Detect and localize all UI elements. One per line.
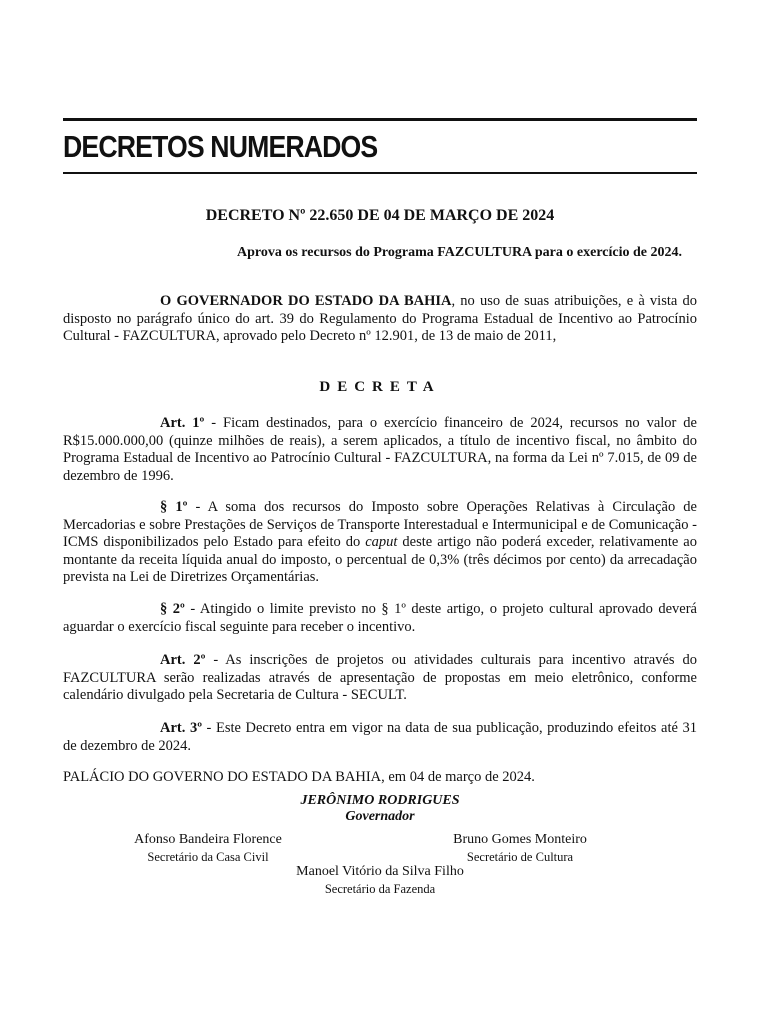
decreta-heading: DECRETA: [319, 379, 441, 395]
signature-cultura: [430, 831, 610, 865]
article-3-label: Art. 3º: [160, 720, 202, 736]
top-rule: [63, 118, 697, 121]
paragraph-2: [63, 601, 697, 636]
paragraph-1-text-before: - A soma dos recursos do Imposto sobre Operações Relativas à Circulação de Mercadorias e sobre Prestações de Serviços de Transporte Interestadual e Intermunicipal e de Comunicação - ICMS disponibilizados pelo Estado para efeito do: [63, 499, 697, 551]
article-2: [63, 652, 697, 705]
paragraph-2-text: - Atingido o limite previsto no § 1º deste artigo, o projeto cultural aprovado deverá aguardar o exercício fiscal seguinte para receber o incentivo.: [63, 601, 697, 635]
document-page: [63, 0, 697, 1024]
section-rule: [63, 172, 697, 174]
decree-ementa: Aprova os recursos do Programa FAZCULTURA para o exercício de 2024.: [237, 245, 682, 260]
section-title: DECRETOS NUMERADOS: [63, 129, 378, 164]
article-1: [63, 415, 697, 485]
paragraph-1-label: § 1º: [160, 499, 188, 515]
article-3: [63, 720, 697, 755]
signature-cultura-name: Bruno Gomes Monteiro: [453, 832, 587, 847]
article-2-text: - As inscrições de projetos ou atividades culturais para incentivo através do FAZCULTURA serão realizadas através de apresentação de propostas em meio eletrônico, conforme calendário divulgado pela Secretaria de Cultura - SECULT.: [63, 652, 697, 704]
signature-cultura-role: Secretário de Cultura: [466, 850, 574, 864]
article-1-label: Art. 1º: [160, 415, 205, 431]
signature-fazenda-role: Secretário da Fazenda: [324, 882, 436, 896]
preamble-text: , no uso de suas atribuições, e à vista do disposto no parágrafo único do art. 39 do Regulamento do Programa Estadual de Incentivo ao Patrocínio Cultural - FAZCULTURA, aprovado pelo Decreto nº 12.901, de 13 de maio de 2011,: [63, 293, 697, 345]
signature-fazenda-name: Manoel Vitório da Silva Filho: [296, 864, 464, 879]
paragraph-1-caput: caput: [365, 534, 398, 551]
preamble-paragraph: [63, 293, 697, 346]
paragraph-2-label: § 2º: [160, 601, 185, 617]
signature-casa-civil-name: Afonso Bandeira Florence: [134, 832, 282, 847]
signature-casa-civil-role: Secretário da Casa Civil: [147, 850, 269, 864]
article-2-label: Art. 2º: [160, 652, 206, 668]
governor-role: Governador: [345, 809, 415, 824]
decree-title: DECRETO Nº 22.650 DE 04 DE MARÇO DE 2024: [205, 207, 555, 224]
governor-name: JERÔNIMO RODRIGUES: [300, 793, 460, 808]
preamble-governor: O GOVERNADOR DO ESTADO DA BAHIA: [160, 293, 452, 309]
closing-line: PALÁCIO DO GOVERNO DO ESTADO DA BAHIA, em 04 de março de 2024.: [63, 769, 535, 785]
paragraph-1-text-after: deste artigo não poderá exceder, relativamente ao montante da receita líquida anual do imposto, o percentual de 0,3% (três décimos por cento) da arrecadação prevista na Lei de Diretrizes Orçamentárias.: [63, 534, 697, 586]
signature-casa-civil: [113, 831, 303, 865]
signature-fazenda: [273, 863, 487, 897]
article-3-text: - Este Decreto entra em vigor na data de sua publicação, produzindo efeitos até 31 de dezembro de 2024.: [63, 720, 697, 754]
article-1-text: - Ficam destinados, para o exercício financeiro de 2024, recursos no valor de R$15.000.000,00 (quinze milhões de reais), a serem aplicados, a título de incentivo fiscal, no âmbito do Programa Estadual de Incentivo ao Patrocínio Cultural - FAZCULTURA, na forma da Lei nº 7.015, de 09 de dezembro de 1996.: [63, 415, 697, 484]
paragraph-1: [63, 499, 697, 587]
